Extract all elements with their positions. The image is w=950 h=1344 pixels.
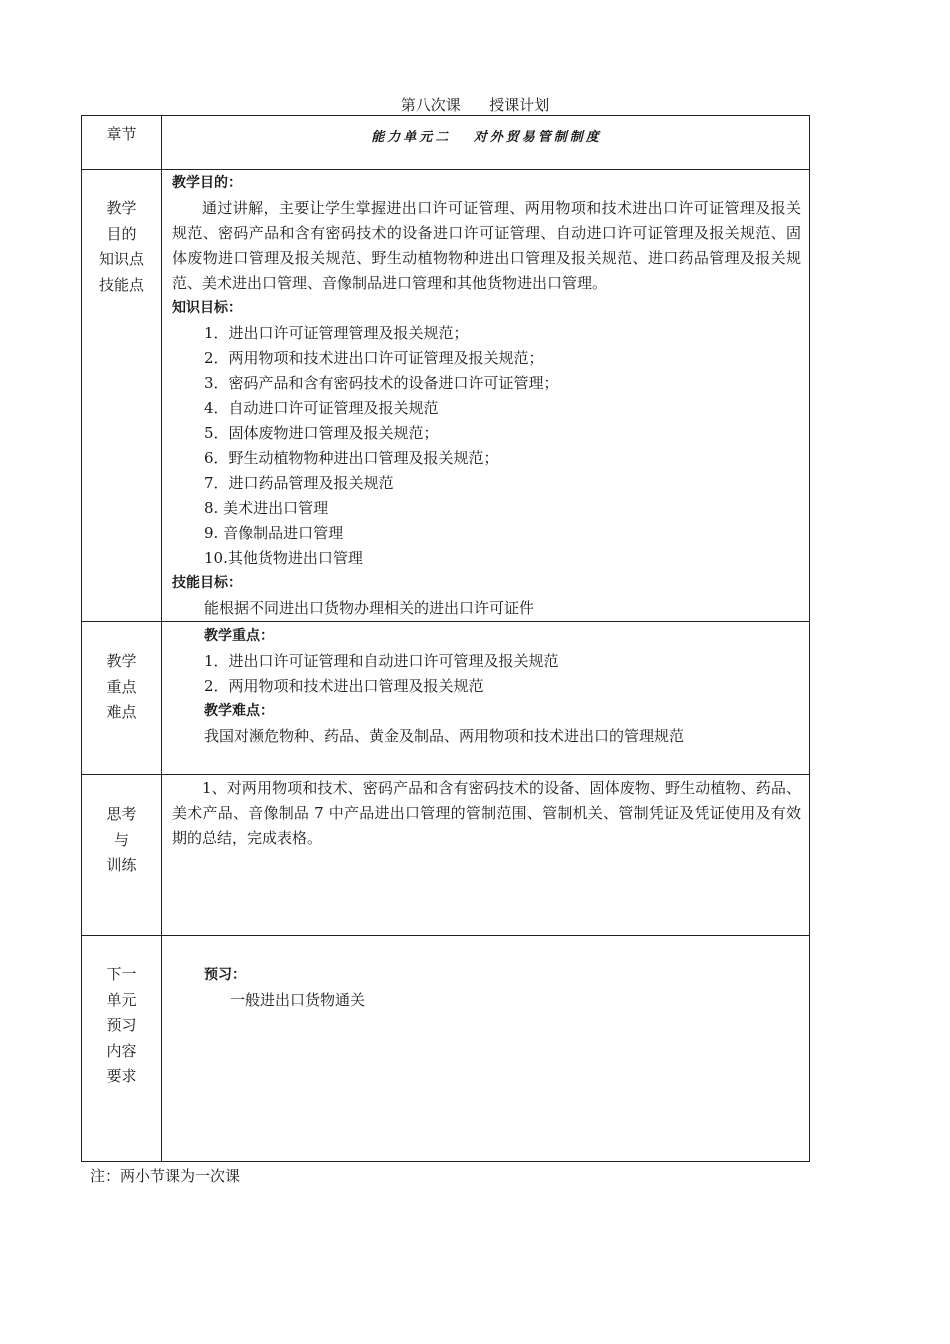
knowledge-item: 1．进出口许可证管理管理及报关规范； — [204, 324, 469, 342]
knowledge-item: 10.其他货物进出口管理 — [204, 549, 363, 567]
preview-label-cell — [82, 936, 162, 1162]
page-title: 第八次课 授课计划 — [400, 96, 550, 114]
keypoints-row — [82, 622, 810, 775]
chapter-label: 章节 — [106, 125, 137, 143]
teaching-goal-text: 通过讲解，主要让学生掌握进出口许可证管理、两用物项和技术进出口许可证管理及报关规范、密码产品和含有密码技术的设备进口许可证管理、自动进口许可证管理及报关规范、固体废物进口管理及报关规范、野生动植物物种进出口管理及报关规范、进口药品管理及报关规范、美术进出口管理、音像制品进口管理和其他货物进出口管理。 — [172, 199, 801, 292]
lesson-plan-table — [81, 115, 810, 1162]
knowledge-item: 3．密码产品和含有密码技术的设备进口许可证管理； — [204, 374, 559, 392]
training-label-line: 与 — [113, 830, 129, 849]
knowledge-item: 6．野生动植物物种进出口管理及报关规范； — [204, 449, 499, 467]
chapter-label-cell — [82, 116, 162, 170]
knowledge-item: 8. 美术进出口管理 — [204, 499, 329, 517]
objectives-label-line: 知识点 — [98, 250, 144, 268]
skill-goal-text: 能根据不同进出口货物办理相关的进出口许可证件 — [204, 599, 535, 617]
objectives-row — [82, 170, 810, 622]
training-row — [82, 775, 810, 936]
knowledge-item: 2．两用物项和技术进出口许可证管理及报关规范； — [204, 349, 544, 367]
training-text: 1、对两用物项和技术、密码产品和含有密码技术的设备、固体废物、野生动植物、药品、美术产品、音像制品 7 中产品进出口管理的管制范围、管制机关、管制凭证及凭证使用及有效期的总结，完成表格。 — [172, 779, 801, 847]
teaching-focus-item: 2．两用物项和技术进出口管理及报关规范 — [204, 677, 484, 695]
teaching-difficulty-heading: 教学难点： — [204, 703, 274, 719]
preview-label-line: 要求 — [106, 1067, 137, 1085]
knowledge-item: 7．进口药品管理及报关规范 — [204, 474, 394, 492]
preview-label-line: 下一 — [106, 965, 137, 983]
objectives-content-cell — [162, 170, 810, 622]
objectives-label-line: 目的 — [106, 224, 137, 243]
chapter-title-cell — [162, 116, 810, 170]
preview-label-line: 单元 — [106, 990, 137, 1009]
knowledge-goal-heading: 知识目标： — [172, 300, 242, 316]
training-label-cell — [82, 775, 162, 936]
keypoints-content-cell — [162, 622, 810, 775]
knowledge-item: 5．固体废物进口管理及报关规范； — [204, 424, 439, 442]
keypoints-label-line: 重点 — [106, 677, 137, 696]
knowledge-item: 9. 音像制品进口管理 — [204, 524, 344, 542]
objectives-label-line: 教学 — [106, 199, 137, 217]
objectives-label-line: 技能点 — [98, 275, 144, 294]
keypoints-label-line: 难点 — [106, 703, 137, 721]
training-label-line: 训练 — [106, 856, 137, 874]
footnote: 注：两小节课为一次课 — [90, 1167, 241, 1185]
teaching-focus-item: 1．进出口许可证管理和自动进口许可管理及报关规范 — [204, 652, 559, 670]
teaching-difficulty-text: 我国对濒危物种、药品、黄金及制品、两用物项和技术进出口的管理规范 — [204, 727, 685, 745]
preview-row — [82, 936, 810, 1162]
chapter-row — [82, 116, 810, 170]
training-label-line: 思考 — [106, 805, 137, 823]
keypoints-label-cell — [82, 622, 162, 775]
teaching-focus-heading: 教学重点： — [204, 628, 274, 644]
skill-goal-heading: 技能目标： — [172, 575, 242, 591]
preview-text: 一般进出口货物通关 — [230, 991, 366, 1009]
preview-label-line: 预习 — [106, 1016, 137, 1034]
knowledge-item: 4．自动进口许可证管理及报关规范 — [204, 399, 439, 417]
preview-content-cell — [162, 936, 810, 1162]
preview-label-line: 内容 — [106, 1041, 137, 1060]
objectives-label-cell — [82, 170, 162, 622]
training-content-cell — [162, 775, 810, 936]
chapter-title: 能力单元二 对外贸易管制制度 — [371, 130, 602, 145]
teaching-goal-heading: 教学目的： — [172, 175, 242, 191]
keypoints-label-line: 教学 — [106, 652, 137, 670]
preview-heading: 预习： — [204, 967, 246, 983]
